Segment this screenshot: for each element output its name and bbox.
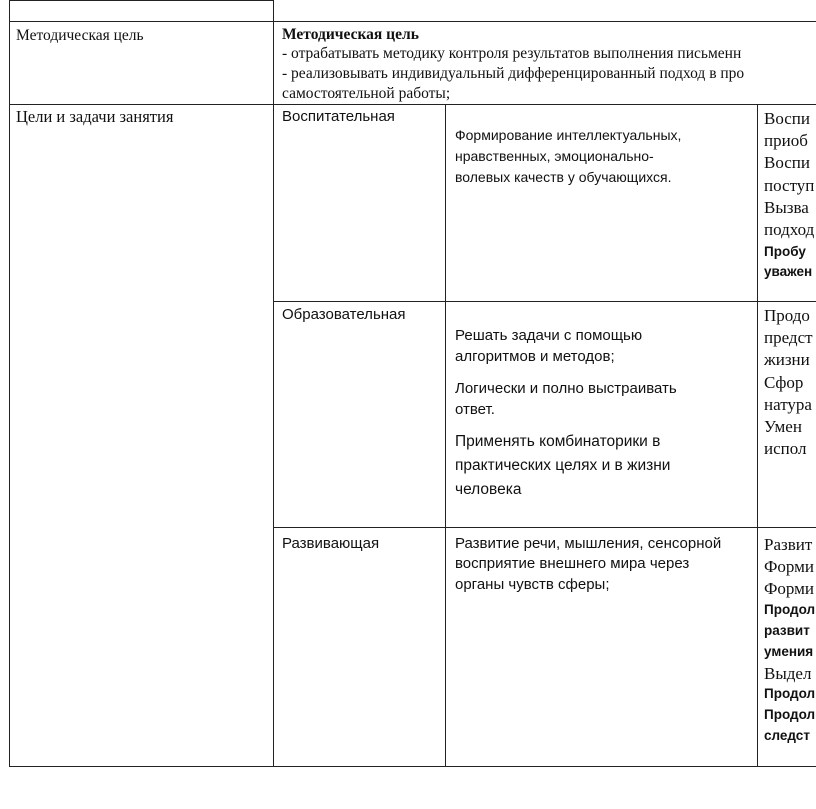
teaching-desc1-1: Решать задачи с помощью <box>455 327 643 344</box>
teaching-right-6: Умен <box>764 417 802 436</box>
row-divider-2 <box>9 104 816 105</box>
col-left-border <box>9 0 10 767</box>
teaching-desc1-2: алгоритмов и методов; <box>455 348 615 365</box>
teaching-type: Образовательная <box>282 306 406 323</box>
row-divider-4 <box>273 527 816 528</box>
col-divider-1 <box>273 0 274 767</box>
educational-right-8: уважен <box>764 264 813 279</box>
educational-right-6: подход <box>764 220 815 239</box>
educational-right-4: поступ <box>764 176 815 195</box>
methodical-line-3: самостоятельной работы; <box>282 85 451 102</box>
methodical-line-2: - реализовывать индивидуальный дифференцированный подход в про <box>282 65 745 82</box>
teaching-desc3-1: Применять комбинаторики в <box>455 433 661 450</box>
col-divider-2 <box>445 104 446 767</box>
developing-desc-3: органы чувств сферы; <box>455 576 610 593</box>
teaching-right-7: испол <box>764 439 807 458</box>
teaching-desc3-2: практических целях и в жизни <box>455 457 671 474</box>
educational-right-3: Воспи <box>764 153 811 172</box>
developing-right-7: Выдел <box>764 664 812 683</box>
col-divider-3 <box>757 104 758 767</box>
goals-label: Цели и задачи занятия <box>16 107 174 126</box>
table-bottom-border <box>9 766 816 767</box>
methodical-line-1: - отрабатывать методику контроля результатов выполнения письменн <box>282 45 742 62</box>
developing-right-5: развит <box>764 623 810 638</box>
teaching-right-3: жизни <box>764 350 810 369</box>
educational-type: Воспитательная <box>282 108 395 125</box>
educational-desc-1: Формирование интеллектуальных, <box>455 127 682 143</box>
row-divider-3 <box>273 301 816 302</box>
educational-right-7: Пробу <box>764 244 806 259</box>
educational-desc-3: волевых качеств у обучающихся. <box>455 169 672 185</box>
developing-right-6: умения <box>764 644 814 659</box>
teaching-desc2-1: Логически и полно выстраивать <box>455 380 677 397</box>
teaching-desc2-2: ответ. <box>455 401 495 418</box>
teaching-right-4: Сфор <box>764 373 804 392</box>
developing-right-9: Продол <box>764 707 816 722</box>
developing-desc-1: Развитие речи, мышления, сенсорной <box>455 535 722 552</box>
teaching-desc3-3: человека <box>455 481 522 498</box>
educational-desc-2: нравственных, эмоционально- <box>455 148 654 164</box>
developing-right-3: Форми <box>764 579 815 598</box>
developing-type: Развивающая <box>282 535 380 552</box>
developing-right-10: следст <box>764 728 810 743</box>
table-top-border <box>9 0 273 1</box>
educational-right-2: приоб <box>764 131 808 150</box>
educational-right-5: Вызва <box>764 198 809 217</box>
developing-right-8: Продол <box>764 686 816 701</box>
developing-right-1: Развит <box>764 535 813 554</box>
developing-right-4: Продол <box>764 602 816 617</box>
developing-right-2: Форми <box>764 557 815 576</box>
row-divider-1 <box>9 21 816 22</box>
teaching-right-1: Продо <box>764 306 810 325</box>
methodical-label: Методическая цель <box>16 27 144 44</box>
developing-desc-2: восприятие внешнего мира через <box>455 555 690 572</box>
educational-right-1: Воспи <box>764 109 811 128</box>
teaching-right-2: предст <box>764 328 813 347</box>
methodical-title: Методическая цель <box>282 26 419 43</box>
teaching-right-5: натура <box>764 395 812 414</box>
